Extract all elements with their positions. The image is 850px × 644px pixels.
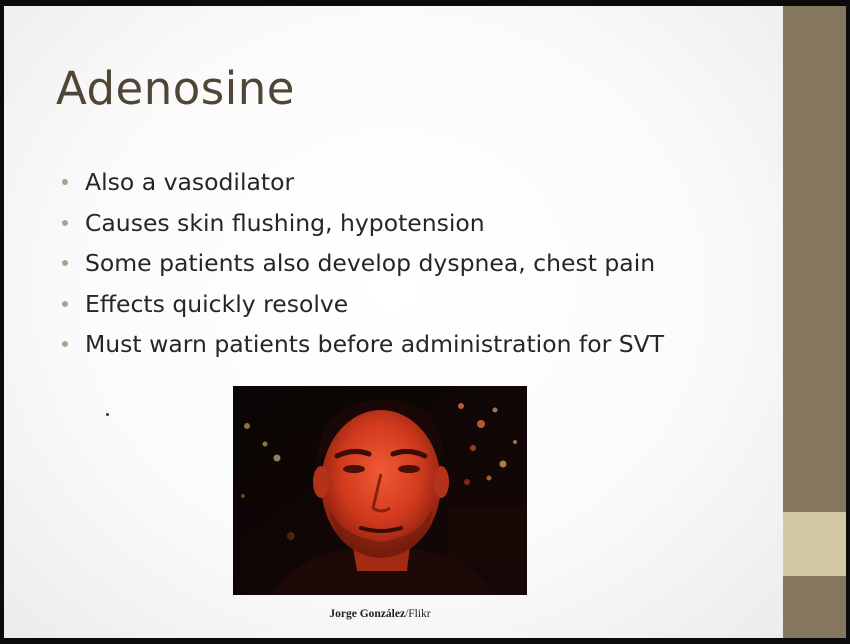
bullet-text: Must warn patients before administration for SVT	[85, 330, 665, 359]
bullet-list	[62, 162, 664, 365]
photo-credit	[233, 608, 527, 620]
bullet-icon	[62, 260, 68, 266]
photo-illustration	[233, 386, 527, 595]
bullet-icon	[62, 179, 68, 185]
bullet-item	[62, 162, 664, 203]
slide	[4, 6, 783, 638]
bullet-icon	[62, 341, 68, 347]
flushed-face-photo	[233, 386, 527, 595]
bullet-item	[62, 324, 664, 365]
slide-title: Adenosine	[56, 62, 295, 115]
stray-mark	[106, 413, 109, 416]
photo-credit-author: Jorge González	[329, 608, 406, 620]
photo-credit-source: /Flikr	[405, 608, 431, 620]
bullet-text: Effects quickly resolve	[85, 289, 349, 318]
bullet-item	[62, 243, 664, 284]
bullet-text: Some patients also develop dyspnea, chest pain	[85, 249, 656, 278]
bullet-text: Also a vasodilator	[85, 168, 295, 197]
bullet-icon	[62, 220, 68, 226]
bullet-item	[62, 203, 664, 244]
side-decor-accent	[783, 512, 846, 576]
bullet-text: Causes skin flushing, hypotension	[85, 208, 485, 237]
bullet-icon	[62, 301, 68, 307]
bullet-item	[62, 284, 664, 325]
